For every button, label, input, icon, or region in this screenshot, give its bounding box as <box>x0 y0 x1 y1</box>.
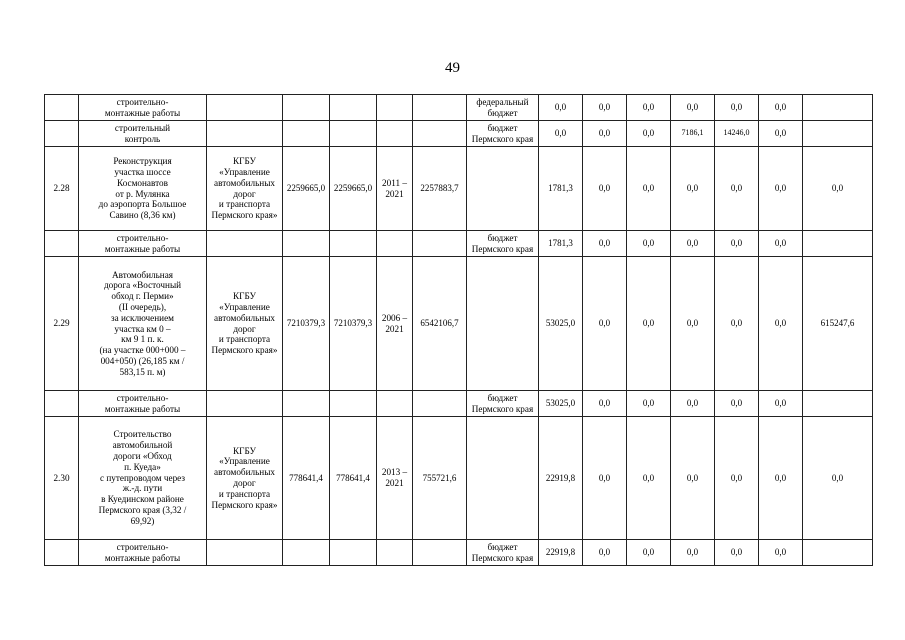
year-value: 22919,8 <box>539 417 583 540</box>
object-name: строительный контроль <box>79 121 207 147</box>
year-value: 0,0 <box>583 540 627 566</box>
year-value: 1781,3 <box>539 147 583 231</box>
total-cost <box>330 540 377 566</box>
organization <box>207 540 283 566</box>
year-value: 0,0 <box>759 540 803 566</box>
year-value: 0,0 <box>715 95 759 121</box>
completed-amount: 755721,6 <box>413 417 467 540</box>
period: 2013 – 2021 <box>377 417 413 540</box>
year-value: 0,0 <box>671 231 715 257</box>
completed-amount <box>413 391 467 417</box>
object-name: строительно- монтажные работы <box>79 231 207 257</box>
row-number: 2.29 <box>45 257 79 391</box>
year-value: 0,0 <box>715 540 759 566</box>
year-value: 0,0 <box>759 257 803 391</box>
row-number <box>45 540 79 566</box>
year-value: 0,0 <box>583 95 627 121</box>
row-number: 2.28 <box>45 147 79 231</box>
year-value: 0,0 <box>627 391 671 417</box>
budget-source <box>467 257 539 391</box>
estimated-cost <box>283 121 330 147</box>
year-value: 22919,8 <box>539 540 583 566</box>
budget-source <box>467 147 539 231</box>
remaining-value: 0,0 <box>803 147 873 231</box>
remaining-value <box>803 391 873 417</box>
total-cost <box>330 95 377 121</box>
year-value: 0,0 <box>627 121 671 147</box>
year-value: 0,0 <box>583 121 627 147</box>
year-value: 0,0 <box>759 121 803 147</box>
year-value: 0,0 <box>627 147 671 231</box>
year-value: 53025,0 <box>539 391 583 417</box>
organization <box>207 121 283 147</box>
period <box>377 95 413 121</box>
year-value: 0,0 <box>671 95 715 121</box>
row-number <box>45 121 79 147</box>
year-value: 0,0 <box>583 257 627 391</box>
budget-source: бюджет Пермского края <box>467 121 539 147</box>
budget-source: бюджет Пермского края <box>467 391 539 417</box>
estimated-cost: 2259665,0 <box>283 147 330 231</box>
year-value: 0,0 <box>671 391 715 417</box>
object-name: Реконструкция участка шоссе Космонавтов от р. Мулянка до аэропорта Большое Савино (8,36 км) <box>79 147 207 231</box>
objects-table <box>44 94 873 566</box>
year-value: 0,0 <box>627 257 671 391</box>
year-value: 7186,1 <box>671 121 715 147</box>
organization <box>207 231 283 257</box>
object-name: строительно- монтажные работы <box>79 95 207 121</box>
year-value: 0,0 <box>759 147 803 231</box>
object-name: строительно- монтажные работы <box>79 391 207 417</box>
estimated-cost <box>283 231 330 257</box>
year-value: 14246,0 <box>715 121 759 147</box>
total-cost <box>330 121 377 147</box>
year-value: 0,0 <box>759 391 803 417</box>
period <box>377 121 413 147</box>
budget-source: бюджет Пермского края <box>467 231 539 257</box>
year-value: 0,0 <box>627 540 671 566</box>
period <box>377 231 413 257</box>
year-value: 0,0 <box>671 540 715 566</box>
estimated-cost: 7210379,3 <box>283 257 330 391</box>
year-value: 0,0 <box>539 95 583 121</box>
estimated-cost: 778641,4 <box>283 417 330 540</box>
estimated-cost <box>283 540 330 566</box>
object-name: строительно- монтажные работы <box>79 540 207 566</box>
year-value: 0,0 <box>583 231 627 257</box>
remaining-value <box>803 121 873 147</box>
total-cost: 2259665,0 <box>330 147 377 231</box>
completed-amount: 2257883,7 <box>413 147 467 231</box>
total-cost: 778641,4 <box>330 417 377 540</box>
completed-amount <box>413 121 467 147</box>
year-value: 1781,3 <box>539 231 583 257</box>
year-value: 0,0 <box>715 391 759 417</box>
table-row <box>45 147 873 231</box>
budget-source: бюджет Пермского края <box>467 540 539 566</box>
year-value: 0,0 <box>715 231 759 257</box>
remaining-value <box>803 540 873 566</box>
remaining-value: 0,0 <box>803 417 873 540</box>
budget-source: федеральный бюджет <box>467 95 539 121</box>
year-value: 0,0 <box>715 147 759 231</box>
table-row <box>45 257 873 391</box>
estimated-cost <box>283 95 330 121</box>
period <box>377 540 413 566</box>
year-value: 0,0 <box>627 95 671 121</box>
year-value: 0,0 <box>759 95 803 121</box>
completed-amount <box>413 540 467 566</box>
organization: КГБУ «Управление автомобильных дорог и транспорта Пермского края» <box>207 257 283 391</box>
budget-source <box>467 417 539 540</box>
completed-amount <box>413 231 467 257</box>
total-cost <box>330 231 377 257</box>
organization: КГБУ «Управление автомобильных дорог и транспорта Пермского края» <box>207 417 283 540</box>
row-number <box>45 95 79 121</box>
row-number: 2.30 <box>45 417 79 540</box>
row-number <box>45 391 79 417</box>
table-row <box>45 95 873 121</box>
organization: КГБУ «Управление автомобильных дорог и транспорта Пермского края» <box>207 147 283 231</box>
estimated-cost <box>283 391 330 417</box>
completed-amount: 6542106,7 <box>413 257 467 391</box>
organization <box>207 391 283 417</box>
table-row <box>45 231 873 257</box>
year-value: 0,0 <box>583 391 627 417</box>
year-value: 0,0 <box>627 231 671 257</box>
year-value: 0,0 <box>671 417 715 540</box>
year-value: 0,0 <box>715 257 759 391</box>
year-value: 53025,0 <box>539 257 583 391</box>
table-row <box>45 417 873 540</box>
total-cost <box>330 391 377 417</box>
year-value: 0,0 <box>539 121 583 147</box>
remaining-value <box>803 95 873 121</box>
page-number: 49 <box>445 60 460 76</box>
period <box>377 391 413 417</box>
year-value: 0,0 <box>583 147 627 231</box>
year-value: 0,0 <box>759 417 803 540</box>
organization <box>207 95 283 121</box>
completed-amount <box>413 95 467 121</box>
year-value: 0,0 <box>583 417 627 540</box>
object-name: Автомобильная дорога «Восточный обход г. Перми» (II очередь), за исключением участка км 0 – км 9 1 п. к. (на участке 000+000 – 004+050) (26,185 км / 583,15 п. м) <box>79 257 207 391</box>
remaining-value <box>803 231 873 257</box>
year-value: 0,0 <box>671 147 715 231</box>
period: 2006 – 2021 <box>377 257 413 391</box>
object-name: Строительство автомобильной дороги «Обход п. Куеда» с путепроводом через ж.-д. пути в Куединском районе Пермского края (3,32 / 69,92) <box>79 417 207 540</box>
table-row <box>45 540 873 566</box>
remaining-value: 615247,6 <box>803 257 873 391</box>
year-value: 0,0 <box>627 417 671 540</box>
row-number <box>45 231 79 257</box>
period: 2011 – 2021 <box>377 147 413 231</box>
year-value: 0,0 <box>759 231 803 257</box>
year-value: 0,0 <box>671 257 715 391</box>
table-row <box>45 121 873 147</box>
year-value: 0,0 <box>715 417 759 540</box>
table-row <box>45 391 873 417</box>
total-cost: 7210379,3 <box>330 257 377 391</box>
